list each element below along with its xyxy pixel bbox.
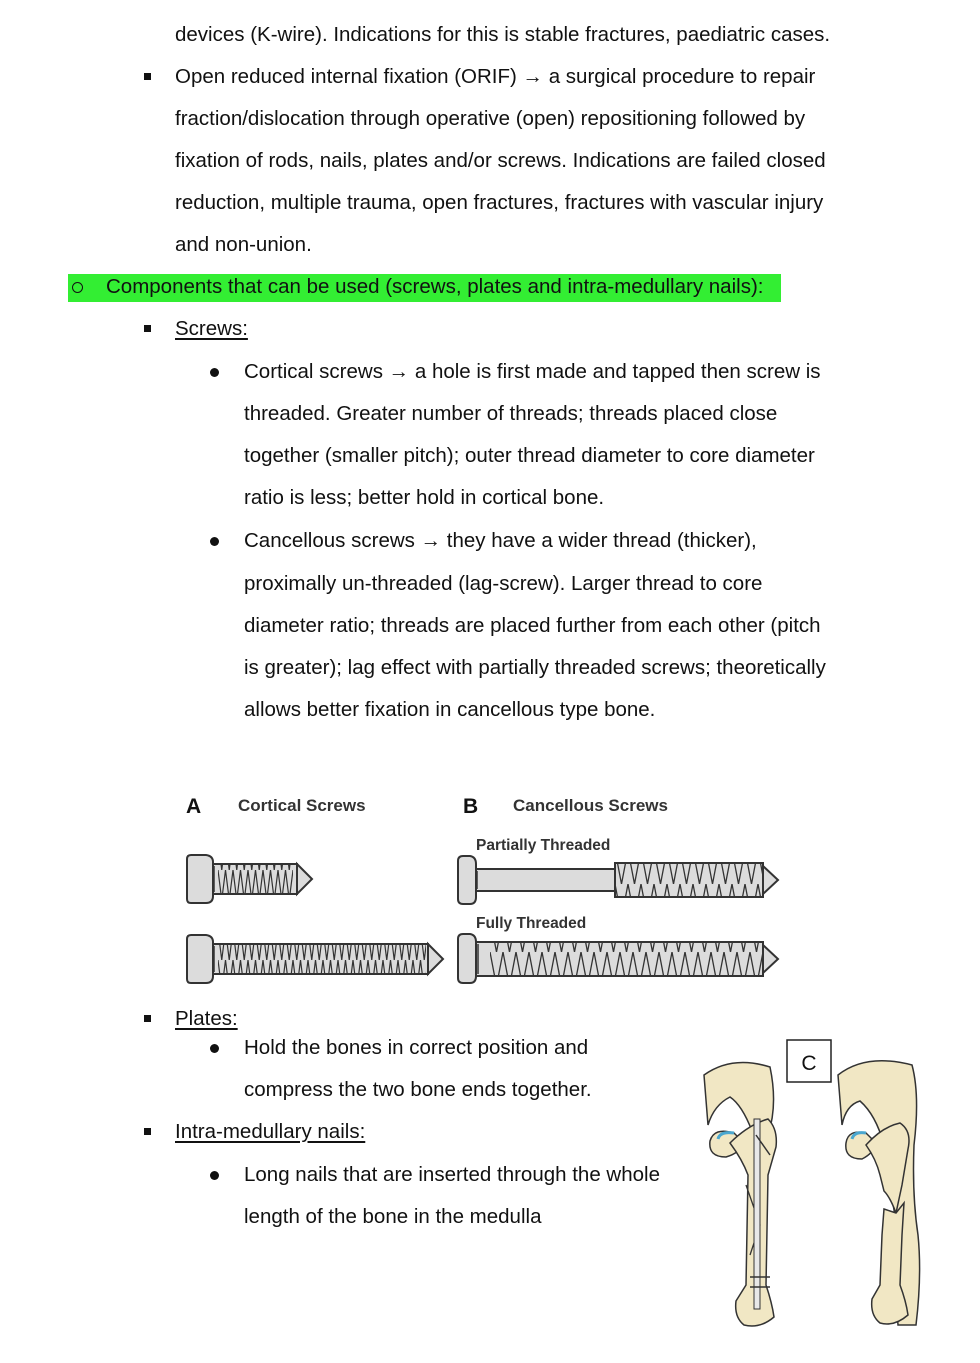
plates-heading: Plates: xyxy=(175,1007,238,1030)
screws-heading: Screws: xyxy=(175,317,248,340)
fully-threaded-label: Fully Threaded xyxy=(476,915,587,932)
cancellous-line-4: is greater); lag effect with partially threaded screws; theoretically xyxy=(244,656,826,679)
panel-b-letter: B xyxy=(463,795,479,818)
square-bullet xyxy=(144,1128,151,1135)
square-bullet xyxy=(144,1015,151,1022)
fully-threaded-screw xyxy=(458,934,778,983)
long-cortical-screw xyxy=(187,935,443,983)
cancellous-line-5: allows better fixation in cancellous type bone. xyxy=(244,698,656,721)
closed-reduction-tail: devices (K-wire). Indications for this is stable fractures, paediatric cases. xyxy=(175,23,831,46)
cancellous-line-3: diameter ratio; threads are placed further from each other (pitch xyxy=(244,614,821,637)
plates-line-1: Hold the bones in correct position and xyxy=(244,1036,589,1059)
orif-line-2: fraction/dislocation through operative (open) repositioning followed by xyxy=(175,107,806,130)
nails-line-1: Long nails that are inserted through the whole xyxy=(244,1163,660,1186)
figure-label: C xyxy=(801,1052,817,1075)
panel-a-title: Cortical Screws xyxy=(238,796,366,815)
fractured-femur xyxy=(838,1061,920,1325)
cortical-line-2: threaded. Greater number of threads; threads placed close xyxy=(244,402,778,425)
orif-line-4: reduction, multiple trauma, open fractures, fractures with vascular injury xyxy=(175,191,824,214)
partially-threaded-screw xyxy=(458,856,778,904)
cancellous-line-2: proximally un-threaded (lag-screw). Larger thread to core xyxy=(244,572,763,595)
orif-line-3: fixation of rods, nails, plates and/or screws. Indications are failed closed xyxy=(175,149,826,172)
cortical-line-1: Cortical screws → a hole is first made and tapped then screw is xyxy=(244,360,821,383)
round-bullet xyxy=(210,1044,219,1053)
cortical-line-3: together (smaller pitch); outer thread diameter to core diameter xyxy=(244,444,815,467)
short-cortical-screw xyxy=(187,855,312,903)
cancellous-line-1: Cancellous screws → they have a wider thread (thicker), xyxy=(244,529,757,552)
components-heading: Components that can be used (screws, plates and intra-medullary nails): xyxy=(106,275,764,298)
orif-line-1: Open reduced internal fixation (ORIF) → a surgical procedure to repair xyxy=(175,65,816,88)
femur-nail-figure xyxy=(690,1035,940,1335)
femur-with-nail xyxy=(704,1063,776,1327)
round-bullet xyxy=(210,1171,219,1180)
panel-a-letter: A xyxy=(186,795,202,818)
panel-b-title: Cancellous Screws xyxy=(513,796,668,815)
cortical-line-4: ratio is less; better hold in cortical bone. xyxy=(244,486,605,509)
plates-line-2: compress the two bone ends together. xyxy=(244,1078,592,1101)
nails-heading: Intra-medullary nails: xyxy=(175,1120,366,1143)
orif-line-5: and non-union. xyxy=(175,233,312,256)
partially-threaded-label: Partially Threaded xyxy=(476,837,611,854)
nails-line-2: length of the bone in the medulla xyxy=(244,1205,542,1228)
